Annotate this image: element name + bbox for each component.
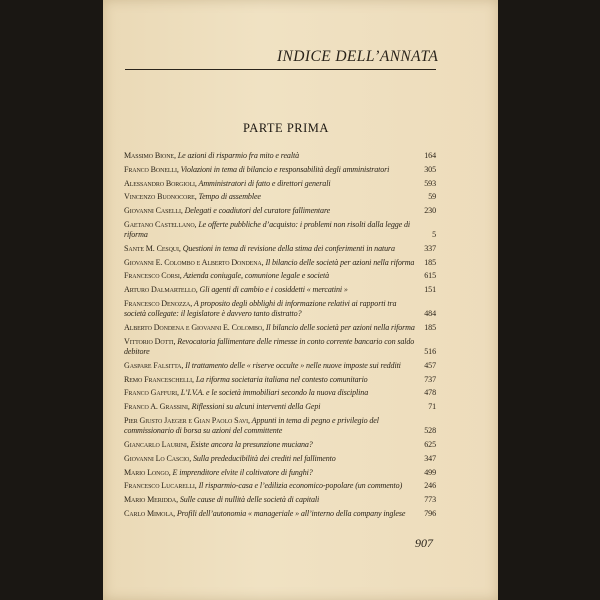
toc-entry (124, 454, 436, 464)
entry-page-number: 593 (424, 178, 436, 188)
entry-page-number: 516 (424, 347, 436, 357)
entry-author: Franco Gaffuri (124, 388, 177, 398)
entry-author: Giovanni E. Colombo e Alberto Dondena (124, 257, 262, 267)
toc-entry (124, 416, 436, 437)
entry-title: , A proposito degli obblighi di informazione relativi ai rapporti tra società collegate: il legislatore è davvero tanto distratto? (124, 298, 397, 319)
toc-entry (124, 285, 436, 295)
toc-entry (124, 402, 436, 412)
entry-title: , Tempo di assemblee (194, 192, 261, 202)
toc-entry (124, 509, 436, 519)
entry-title: , Il bilancio delle società per azioni nella riforma (261, 257, 415, 267)
entry-title: , Violazioni in tema di bilancio e responsabilità degli amministratori (176, 164, 390, 174)
toc-entry (124, 151, 436, 161)
entry-title: , Il risparmio-casa e l’edilizia economico-popolare (un commento) (194, 481, 403, 491)
entry-page-number: 796 (424, 508, 436, 518)
toc-entry (124, 323, 436, 333)
entry-page-number: 164 (424, 151, 436, 160)
toc-entry (124, 206, 436, 216)
toc-entry (124, 179, 436, 189)
toc-entry (124, 375, 436, 385)
running-header: INDICE DELL’ANNATA (277, 48, 439, 65)
entry-author: Giancarlo Laurini (124, 440, 187, 450)
entry-author: Vincenzo Buonocore (124, 192, 195, 202)
entry-page-number: 499 (424, 467, 436, 477)
toc-entry (124, 220, 436, 241)
toc-entry (124, 361, 436, 371)
entry-title: , Le offerte pubbliche d’acquisto: i problemi non risolti dalla legge di riforma (124, 219, 411, 240)
entry-author: Francesco Denozza (124, 298, 191, 308)
entry-title: , Azienda coniugale, comunione legale e società (179, 271, 330, 281)
entry-title: , L’I.V.A. e le società immobiliari secondo la nuova disciplina (176, 388, 369, 398)
entry-page-number: 230 (424, 206, 436, 215)
entry-page-number: 185 (424, 323, 436, 333)
entry-page-number: 484 (424, 309, 436, 319)
entry-page-number: 246 (424, 481, 436, 491)
header-rule (125, 69, 436, 70)
entry-page-number: 305 (424, 164, 436, 174)
entry-page-number: 528 (424, 426, 436, 436)
entry-page-number: 5 (432, 230, 436, 240)
entry-author: Mario Meridda (124, 495, 177, 505)
entry-page-number: 151 (424, 285, 436, 295)
entry-title: , Profili dell’autonomia « manageriale » all’interno della company inglese (173, 508, 406, 518)
entry-page-number: 59 (428, 192, 436, 202)
toc-entry (124, 388, 436, 398)
entry-author: Mario Longo (124, 467, 169, 477)
entry-title: , Esiste ancora la presunzione muciana? (186, 440, 313, 450)
toc-entry (124, 192, 436, 202)
entry-author: Arturo Dalmartello (124, 285, 196, 295)
toc-entry (124, 495, 436, 505)
entry-title: , Appunti in tema di pegno e privilegio del commissionario di borsa su azioni del committente (124, 415, 379, 436)
page-folio: 907 (415, 536, 433, 550)
entry-title: , Questioni in tema di revisione della stima dei conferimenti in natura (178, 243, 395, 253)
entry-page-number: 773 (424, 495, 436, 505)
entry-page-number: 737 (424, 374, 436, 384)
entry-author: Pier Giusto Jaeger e Gian Paolo Savi (124, 415, 249, 425)
entry-title: , Gli agenti di cambio e i cosiddetti « mercatini » (195, 285, 348, 295)
entry-title: , E imprenditore elvite il coltivatore di funghi? (168, 467, 313, 477)
toc-entry (124, 271, 436, 281)
table-of-contents (124, 151, 436, 523)
entry-author: Franco A. Grassini (124, 402, 188, 412)
entry-author: Remo Franceschelli (124, 374, 193, 384)
entry-author: Carlo Mimola (124, 508, 174, 518)
toc-entry (124, 440, 436, 450)
toc-entry (124, 481, 436, 491)
entry-page-number: 185 (424, 257, 436, 267)
entry-page-number: 625 (424, 440, 436, 450)
entry-page-number: 71 (428, 402, 436, 412)
entry-title: , Il bilancio delle società per azioni nella riforma (262, 323, 415, 333)
entry-title: , Il trattamento delle « riserve occulte » nelle nuove imposte sui redditi (181, 360, 401, 370)
entry-author: Franco Bonelli (124, 164, 177, 174)
entry-author: Gaspare Falsitta (124, 360, 182, 370)
entry-author: Alberto Dondena e Giovanni E. Colombo (124, 323, 263, 333)
entry-title: , Sulle cause di nullità delle società di capitali (176, 495, 320, 505)
entry-author: Francesco Corsi (124, 271, 180, 281)
entry-author: Giovanni Lo Cascio (124, 453, 190, 463)
entry-author: Alessandro Borgioli (124, 178, 195, 188)
toc-entry (124, 468, 436, 478)
entry-title: , Amministratori di fatto e direttori generali (194, 178, 331, 188)
toc-entry (124, 244, 436, 254)
entry-page-number: 478 (424, 388, 436, 398)
toc-entry (124, 299, 436, 320)
toc-entry (124, 337, 436, 358)
entry-title: , Delegati e coadiutori del curatore fallimentare (180, 206, 331, 215)
entry-author: Gaetano Castellano (124, 219, 195, 229)
entry-page-number: 457 (424, 360, 436, 370)
entry-page-number: 347 (424, 453, 436, 463)
entry-title: , Le azioni di risparmio fra mito e realtà (173, 151, 299, 160)
entry-title: , La riforma societaria italiana nel contesto comunitario (192, 374, 368, 384)
entry-title: , Sulla prededucibilità dei crediti nel fallimento (189, 453, 336, 463)
entry-page-number: 615 (424, 271, 436, 281)
entry-author: Vittorio Dotti (124, 336, 174, 346)
entry-author: Francesco Lucarelli (124, 481, 195, 491)
entry-author: Massimo Bione (124, 151, 174, 160)
section-title: PARTE PRIMA (243, 121, 329, 135)
entry-page-number: 337 (424, 243, 436, 253)
entry-title: , Revocatoria fallimentare delle rimesse in conto corrente bancario con saldo debitore (124, 336, 415, 357)
toc-entry (124, 258, 436, 268)
entry-title: , Riflessioni su alcuni interventi della Gepi (187, 402, 321, 412)
toc-entry (124, 165, 436, 175)
entry-author: Sante M. Cesqui (124, 243, 179, 253)
entry-author: Giovanni Caselli (124, 206, 181, 215)
